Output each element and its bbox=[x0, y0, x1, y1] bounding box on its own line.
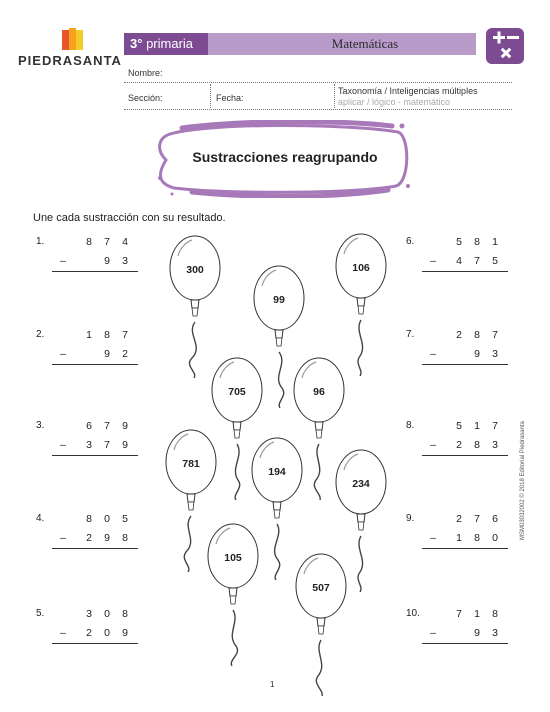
field-divider bbox=[210, 84, 211, 108]
digit: 7 bbox=[104, 236, 110, 248]
balloon-value: 194 bbox=[268, 466, 286, 478]
digit: 8 bbox=[122, 532, 128, 544]
taxonomy-label: Taxonomía / Inteligencias múltiples bbox=[338, 86, 478, 96]
minus-sign: – bbox=[60, 348, 66, 360]
digit: 1 bbox=[456, 532, 462, 544]
balloon-value: 105 bbox=[224, 552, 242, 564]
digit: 7 bbox=[104, 439, 110, 451]
result-line bbox=[52, 455, 138, 456]
section-label: Sección: bbox=[128, 93, 163, 103]
result-line bbox=[422, 364, 508, 365]
balloon-value: 99 bbox=[273, 294, 285, 306]
digit bbox=[450, 348, 468, 360]
balloon-value: 300 bbox=[186, 264, 204, 276]
plus-minus-times-icon bbox=[484, 26, 526, 66]
date-label: Fecha: bbox=[216, 93, 244, 103]
minuend bbox=[450, 513, 506, 525]
subtraction-problem bbox=[406, 420, 506, 466]
problem-number: 7. bbox=[406, 329, 415, 340]
publisher-logo-text: PIEDRASANTA bbox=[18, 53, 122, 68]
balloon-icon bbox=[294, 552, 348, 696]
minus-sign: – bbox=[430, 532, 436, 544]
minus-sign: – bbox=[60, 532, 66, 544]
book-logo-icon bbox=[62, 28, 88, 52]
subtrahend bbox=[80, 627, 136, 639]
minus-sign: – bbox=[430, 439, 436, 451]
subtrahend bbox=[80, 532, 136, 544]
minuend bbox=[450, 329, 506, 341]
taxonomy-sub: aplicar / lógico - matemático bbox=[338, 97, 451, 107]
digit: 1 bbox=[474, 420, 480, 432]
subtrahend bbox=[450, 348, 506, 360]
digit: 7 bbox=[122, 329, 128, 341]
problem-number: 6. bbox=[406, 236, 415, 247]
digit: 8 bbox=[474, 439, 480, 451]
result-line bbox=[422, 548, 508, 549]
digit bbox=[450, 627, 468, 639]
minuend bbox=[80, 608, 136, 620]
balloon-icon bbox=[334, 232, 388, 376]
digit: 9 bbox=[474, 627, 480, 639]
digit: 0 bbox=[492, 532, 498, 544]
subtraction-problem bbox=[406, 236, 506, 282]
digit: 3 bbox=[492, 627, 498, 639]
instruction-text: Une cada sustracción con su resultado. bbox=[33, 212, 226, 224]
minuend bbox=[450, 236, 506, 248]
digit: 0 bbox=[104, 627, 110, 639]
subtraction-problem bbox=[406, 608, 506, 654]
balloon-value: 507 bbox=[312, 582, 330, 594]
digit: 2 bbox=[456, 329, 462, 341]
digit: 3 bbox=[492, 348, 498, 360]
digit: 3 bbox=[492, 439, 498, 451]
digit: 5 bbox=[456, 420, 462, 432]
minus-sign: – bbox=[60, 627, 66, 639]
minuend bbox=[80, 236, 136, 248]
digit: 2 bbox=[86, 532, 92, 544]
digit bbox=[80, 348, 98, 360]
digit: 4 bbox=[456, 255, 462, 267]
digit: 1 bbox=[474, 608, 480, 620]
digit: 9 bbox=[104, 532, 110, 544]
section-line bbox=[124, 109, 512, 110]
page-number: 1 bbox=[270, 680, 275, 689]
digit: 8 bbox=[474, 329, 480, 341]
answer-balloon bbox=[294, 552, 348, 696]
digit: 4 bbox=[122, 236, 128, 248]
result-line bbox=[422, 643, 508, 644]
subtrahend bbox=[450, 255, 506, 267]
subtrahend bbox=[80, 439, 136, 451]
subtraction-problem bbox=[36, 608, 136, 654]
minus-sign: – bbox=[60, 255, 66, 267]
digit: 7 bbox=[474, 255, 480, 267]
subtrahend bbox=[80, 348, 136, 360]
digit: 8 bbox=[122, 608, 128, 620]
digit: 8 bbox=[86, 236, 92, 248]
field-divider bbox=[334, 84, 335, 108]
digit: 7 bbox=[492, 329, 498, 341]
name-label: Nombre: bbox=[128, 68, 163, 78]
digit: 2 bbox=[456, 439, 462, 451]
digit: 5 bbox=[456, 236, 462, 248]
worksheet-title: Sustracciones reagrupando bbox=[192, 149, 378, 165]
digit: 9 bbox=[122, 439, 128, 451]
minuend bbox=[80, 513, 136, 525]
result-line bbox=[52, 271, 138, 272]
minuend bbox=[450, 608, 506, 620]
digit: 7 bbox=[104, 420, 110, 432]
digit: 8 bbox=[492, 608, 498, 620]
balloon-value: 106 bbox=[352, 262, 370, 274]
subtrahend bbox=[450, 439, 506, 451]
digit: 6 bbox=[86, 420, 92, 432]
minuend bbox=[450, 420, 506, 432]
minuend bbox=[80, 329, 136, 341]
grade-label bbox=[124, 33, 208, 55]
minus-sign: – bbox=[60, 439, 66, 451]
digit: 1 bbox=[86, 329, 92, 341]
balloon-icon bbox=[206, 522, 260, 666]
subject-title: Matemáticas bbox=[331, 36, 399, 51]
minus-sign: – bbox=[430, 348, 436, 360]
digit: 8 bbox=[474, 532, 480, 544]
problem-number: 10. bbox=[406, 608, 420, 619]
balloon-value: 234 bbox=[352, 478, 370, 490]
subtraction-problem bbox=[36, 513, 136, 559]
digit: 3 bbox=[122, 255, 128, 267]
digit: 2 bbox=[122, 348, 128, 360]
digit: 9 bbox=[104, 255, 110, 267]
digit: 8 bbox=[104, 329, 110, 341]
digit: 8 bbox=[86, 513, 92, 525]
digit: 7 bbox=[456, 608, 462, 620]
problem-number: 8. bbox=[406, 420, 415, 431]
digit: 0 bbox=[104, 513, 110, 525]
subtrahend bbox=[80, 255, 136, 267]
subtraction-problem bbox=[406, 329, 506, 375]
minuend bbox=[80, 420, 136, 432]
result-line bbox=[422, 271, 508, 272]
digit: 2 bbox=[86, 627, 92, 639]
grade-number: 3° bbox=[130, 36, 143, 51]
result-line bbox=[52, 643, 138, 644]
result-line bbox=[52, 364, 138, 365]
balloon-value: 96 bbox=[313, 386, 325, 398]
answer-balloon bbox=[206, 522, 260, 666]
digit: 6 bbox=[492, 513, 498, 525]
result-line bbox=[52, 548, 138, 549]
digit: 7 bbox=[492, 420, 498, 432]
digit: 9 bbox=[122, 627, 128, 639]
digit: 8 bbox=[474, 236, 480, 248]
digit: 7 bbox=[474, 513, 480, 525]
digit: 5 bbox=[122, 513, 128, 525]
minus-sign: – bbox=[430, 255, 436, 267]
problem-number: 3. bbox=[36, 420, 45, 431]
grade-word: primaria bbox=[146, 36, 194, 51]
result-line bbox=[422, 455, 508, 456]
subtraction-problem bbox=[36, 236, 136, 282]
problem-number: 1. bbox=[36, 236, 45, 247]
subtraction-problem bbox=[406, 513, 506, 559]
copyright-text: MSM03032002 © 2018 Editorial Piedrasanta bbox=[520, 421, 526, 540]
subtraction-problem bbox=[36, 329, 136, 375]
subtrahend bbox=[450, 627, 506, 639]
digit: 0 bbox=[104, 608, 110, 620]
digit: 9 bbox=[104, 348, 110, 360]
digit: 9 bbox=[474, 348, 480, 360]
balloon-value: 781 bbox=[182, 458, 200, 470]
balloon-value: 705 bbox=[228, 386, 246, 398]
answer-balloon bbox=[334, 232, 388, 376]
problem-number: 4. bbox=[36, 513, 45, 524]
digit: 2 bbox=[456, 513, 462, 525]
digit: 5 bbox=[492, 255, 498, 267]
digit bbox=[80, 255, 98, 267]
problem-number: 9. bbox=[406, 513, 415, 524]
problem-number: 5. bbox=[36, 608, 45, 619]
minus-sign: – bbox=[430, 627, 436, 639]
subtrahend bbox=[450, 532, 506, 544]
digit: 3 bbox=[86, 439, 92, 451]
problem-number: 2. bbox=[36, 329, 45, 340]
digit: 3 bbox=[86, 608, 92, 620]
digit: 1 bbox=[492, 236, 498, 248]
digit: 9 bbox=[122, 420, 128, 432]
subtraction-problem bbox=[36, 420, 136, 466]
name-line bbox=[124, 82, 512, 83]
